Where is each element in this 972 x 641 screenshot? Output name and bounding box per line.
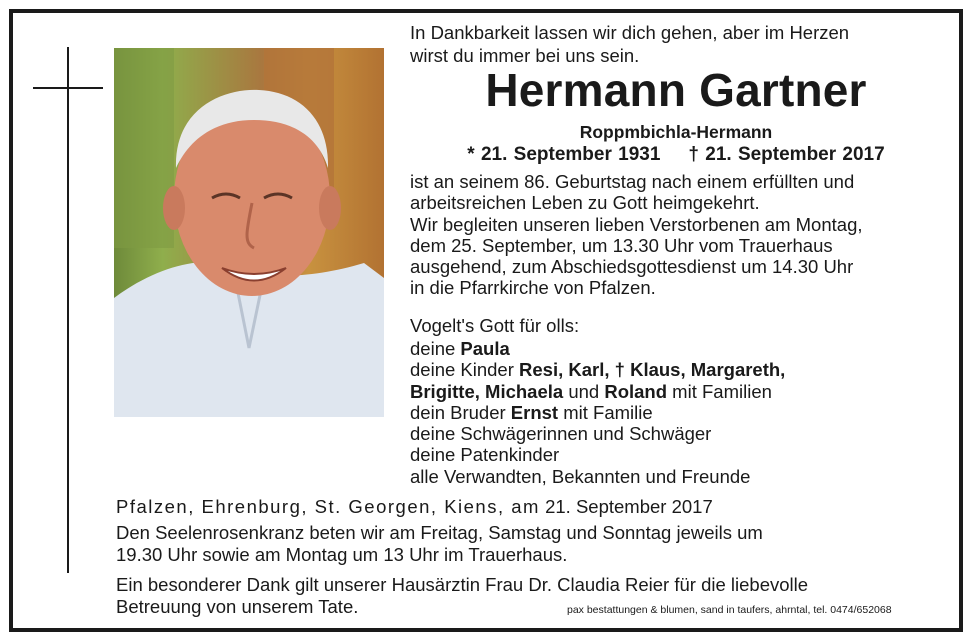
quote: In Dankbarkeit lassen wir dich gehen, aber im Herzen wirst du immer bei uns sein. bbox=[410, 22, 850, 66]
place-and-date: Pfalzen, Ehrenburg, St. Georgen, Kiens, am 21. September 2017 bbox=[116, 496, 713, 517]
funeral-details-paragraph: Wir begleiten unseren lieben Verstorbenen am Montag, dem 25. September, um 13.30 Uhr vom Trauerhaus ausgehend, zum Abschiedsgottesdienst um 14.30 Uhr in die Pfarrkirche von Pfalzen. bbox=[410, 214, 863, 298]
rosary-info: Den Seelenrosenkranz beten wir am Freitag, Samstag und Sonntag jeweils um 19.30 Uhr sowie am Montag um 13 Uhr im Trauerhaus. bbox=[116, 522, 763, 565]
nickname: Roppmbichla-Hermann bbox=[579, 122, 773, 142]
farewell-intro: Vogelt's Gott für olls: bbox=[410, 315, 580, 336]
undertaker-credit: pax bestattungen & blumen, sand in taufers, ahrntal, tel. 0474/652068 bbox=[567, 604, 892, 616]
cross-icon-vertical bbox=[67, 47, 69, 573]
thanks-note: Ein besonderer Dank gilt unserer Hausärztin Frau Dr. Claudia Reier für die liebevolle Betreuung von unserem Tate. bbox=[116, 574, 809, 617]
portrait-photo bbox=[114, 48, 384, 417]
cross-icon-horizontal bbox=[33, 87, 103, 89]
life-dates bbox=[410, 143, 942, 167]
deceased-name: Hermann Gartner bbox=[485, 64, 867, 116]
death-notice-paragraph: ist an seinem 86. Geburtstag nach einem erfüllten und arbeitsreichen Leben zu Gott heimgekehrt. bbox=[410, 171, 855, 213]
family-list: deine Paula deine Kinder Resi, Karl, † Klaus, Margareth, Brigitte, Michaela und Roland mit Familien dein Bruder Ernst mit Familie deine Schwägerinnen und Schwäger deine Patenkinder alle Verwandten, Bekannten und Freunde bbox=[410, 338, 786, 487]
death-date: † 21. September 2017 bbox=[688, 144, 885, 165]
portrait-illustration bbox=[114, 48, 384, 417]
birth-date: * 21. September 1931 bbox=[467, 144, 661, 165]
